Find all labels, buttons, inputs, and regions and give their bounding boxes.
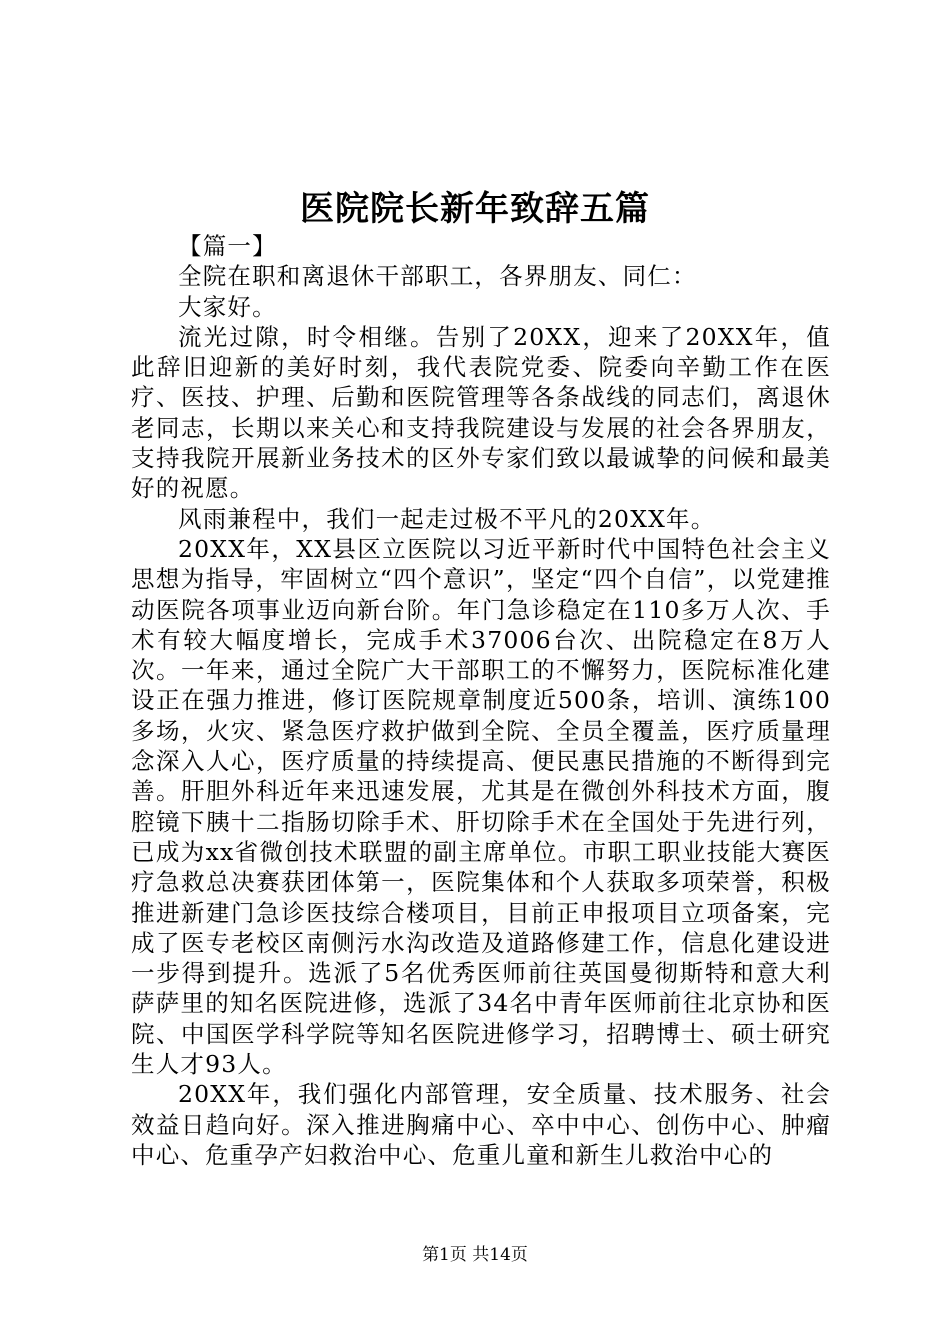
page-footer: 第1页 共14页 [422,1245,528,1265]
document-title: 医院院长新年致辞五篇 [300,189,650,229]
body-paragraph: 20XX年，XX县区立医院以习近平新时代中国特色社会主义思想为指导，牢固树立“四个意识”，坚定“四个自信”，以党建推动医院各项事业迈向新台阶。年门急诊稳定在110多万人次、手术有较大幅度增长，完成手术37006台次、出院稳定在8万人次。一年来，通过全院广大干部职工的不懈努力，医院标准化建设正在强力推进，修订医院规章制度近500条，培训、演练100多场，火灾、紧急医疗救护做到全院、全员全覆盖，医疗质量理念深入人心，医疗质量的持续提高、便民惠民措施的不断得到完善。肝胆外科近年来迅速发展，尤其是在微创外科技术方面，腹腔镜下胰十二指肠切除手术、肝切除手术在全国处于先进行列，已成为xx省微创技术联盟的副主席单位。市职工职业技能大赛医疗急救总决赛获团体第一，医院集体和个人获取多项荣誉，积极推进新建门急诊医技综合楼项目，目前正申报项目立项备案，完成了医专老校区南侧污水沟改造及道路修建工作，信息化建设进一步得到提升。选派了5名优秀医师前往英国曼彻斯特和意大利萨萨里的知名医院进修，选派了34名中青年医师前往北京协和医院、中国医学科学院等知名医院进修学习，招聘博士、硕士研究生人才93人。 [131,534,831,1079]
body-paragraph: 风雨兼程中，我们一起走过极不平凡的20XX年。 [178,504,716,533]
body-paragraph: 20XX年，我们强化内部管理，安全质量、技术服务、社会效益日趋向好。深入推进胸痛中心、卒中中心、创伤中心、肿瘤中心、危重孕产妇救治中心、危重儿童和新生儿救治中心的 [131,1080,831,1169]
document-body [131,231,831,1170]
section-heading: 【篇一】 [178,232,277,260]
greeting-paragraph: 大家好。 [178,292,277,321]
body-paragraph: 流光过隙，时令相继。告别了20XX，迎来了20XX年，值此辞旧迎新的美好时刻，我代表院党委、院委向辛勤工作在医疗、医技、护理、后勤和医院管理等各条战线的同志们，离退休老同志，长期以来关心和支持我院建设与发展的社会各界朋友，支持我院开展新业务技术的区外专家们致以最诚挚的问候和最美好的祝愿。 [131,322,831,503]
salutation-paragraph: 全院在职和离退休干部职工，各界朋友、同仁： [178,262,697,291]
